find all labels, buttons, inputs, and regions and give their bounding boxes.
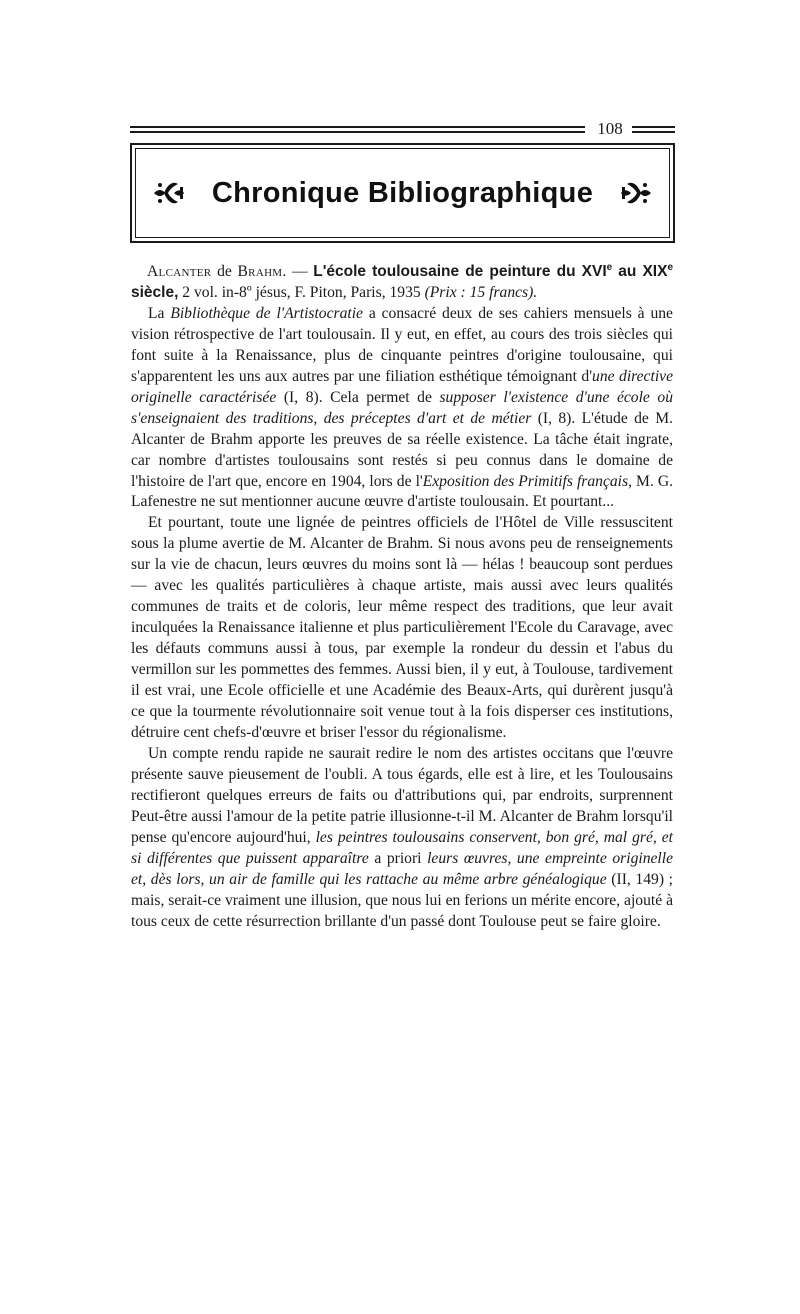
header-rule-left	[130, 126, 585, 133]
fleuron-left-icon	[152, 178, 186, 208]
page-number: 108	[597, 119, 623, 138]
book-reference	[131, 262, 673, 304]
author-first-name: Alcanter	[147, 263, 212, 280]
page-header	[130, 118, 675, 142]
paragraph-3: Un compte rendu rapide ne saurait redire le nom des artistes occitans que l'œuvre présente sauve pieusement de l'oubli. A tous égards, elle est à lire, et les Toulousains rectifieront quelques erreurs de faits ou d'attributions qui, par endroits, surprennent Peut-être aussi l'amour de la petite patrie illusionne-t-il M. Alcanter de Brahm lorsqu'il pense qu'encore aujourd'hui, les peintres toulousains conservent, bon gré, mal gré, et si différentes que puissent apparaître a priori leurs œuvres, une empreinte originelle et, dès lors, un air de famille qui les rattache au même arbre généalogique (II, 149) ; mais, serait-ce vraiment une illusion, que nous lui en ferions un mérite encore, ajouté à tous ceux de cette résurrection brillante d'un passé dont Toulouse peut se faire gloire.	[131, 744, 674, 930]
paragraph-1: La Bibliothèque de l'Artistocratie a consacré deux de ses cahiers mensuels à une vision rétrospective de l'art toulousain. Il y eut, en effet, au cours des trois siècles qui font suite à la Renaissance, plus de cinquante peintres d'origine toulousaine, qui s'apparentent les uns aux autres par une filiation esthétique témoignant d'une directive originelle caractérisée (I, 8). Cela permet de supposer l'existence d'une école où s'enseignaient des traditions, des préceptes d'art et de métier (I, 8). L'étude de M. Alcanter de Brahm apporte les preuves de sa réelle existence. La tâche était ingrate, car nombre d'artistes toulousains sont restés si peu connus dans le domaine de l'histoire de l'art que, encore en 1904, lors de l'Exposition des Primitifs français, M. G. Lafenestre ne sut mentionner aucune œuvre d'artiste toulousain. Et pourtant...	[131, 304, 673, 511]
section-title: Chronique Bibliographique	[211, 176, 594, 209]
author-particle: de	[217, 263, 232, 280]
review-body	[131, 262, 673, 933]
header-rule-right	[632, 126, 675, 133]
reference-dash: . —	[282, 263, 308, 280]
book-price: (Prix : 15 francs).	[424, 283, 538, 301]
author-last-name: Brahm	[237, 263, 283, 280]
book-title: L'école toulousaine de peinture du XVIe au XIXe siècle,	[131, 261, 674, 301]
paragraph-2: Et pourtant, toute une lignée de peintres officiels de l'Hôtel de Ville ressuscitent sous la plume avertie de M. Alcanter de Brahm. Si nous avons peu de renseignements sur la vie de chacun, leurs œuvres du moins sont là — hélas ! beaucoup sont perdues — avec les qualités particulières à chaque artiste, mais aussi avec leurs qualités communes de traits et de coloris, leur même respect des traditions, que leur avait inculquées la Renaissance italienne et plus particulièrement l'Ecole du Caravage, avec les défauts communs aussi à tous, par exemple la rondeur du dessin et l'abus du vermillon sur les pommettes des femmes. Aussi bien, il y eut, à Toulouse, tardivement il est vrai, une Ecole officielle et une Académie des Beaux-Arts, qui durèrent jusqu'à ce que la tourmente révolutionnaire soit venue tout à la fois disperser ces institutions, détruire cent chefs-d'œuvre et briser l'essor du régionalisme.	[131, 514, 673, 741]
fleuron-right-icon	[619, 178, 653, 208]
book-details: 2 vol. in-8º jésus, F. Piton, Paris, 1935	[178, 283, 421, 301]
section-title-box	[130, 143, 675, 243]
